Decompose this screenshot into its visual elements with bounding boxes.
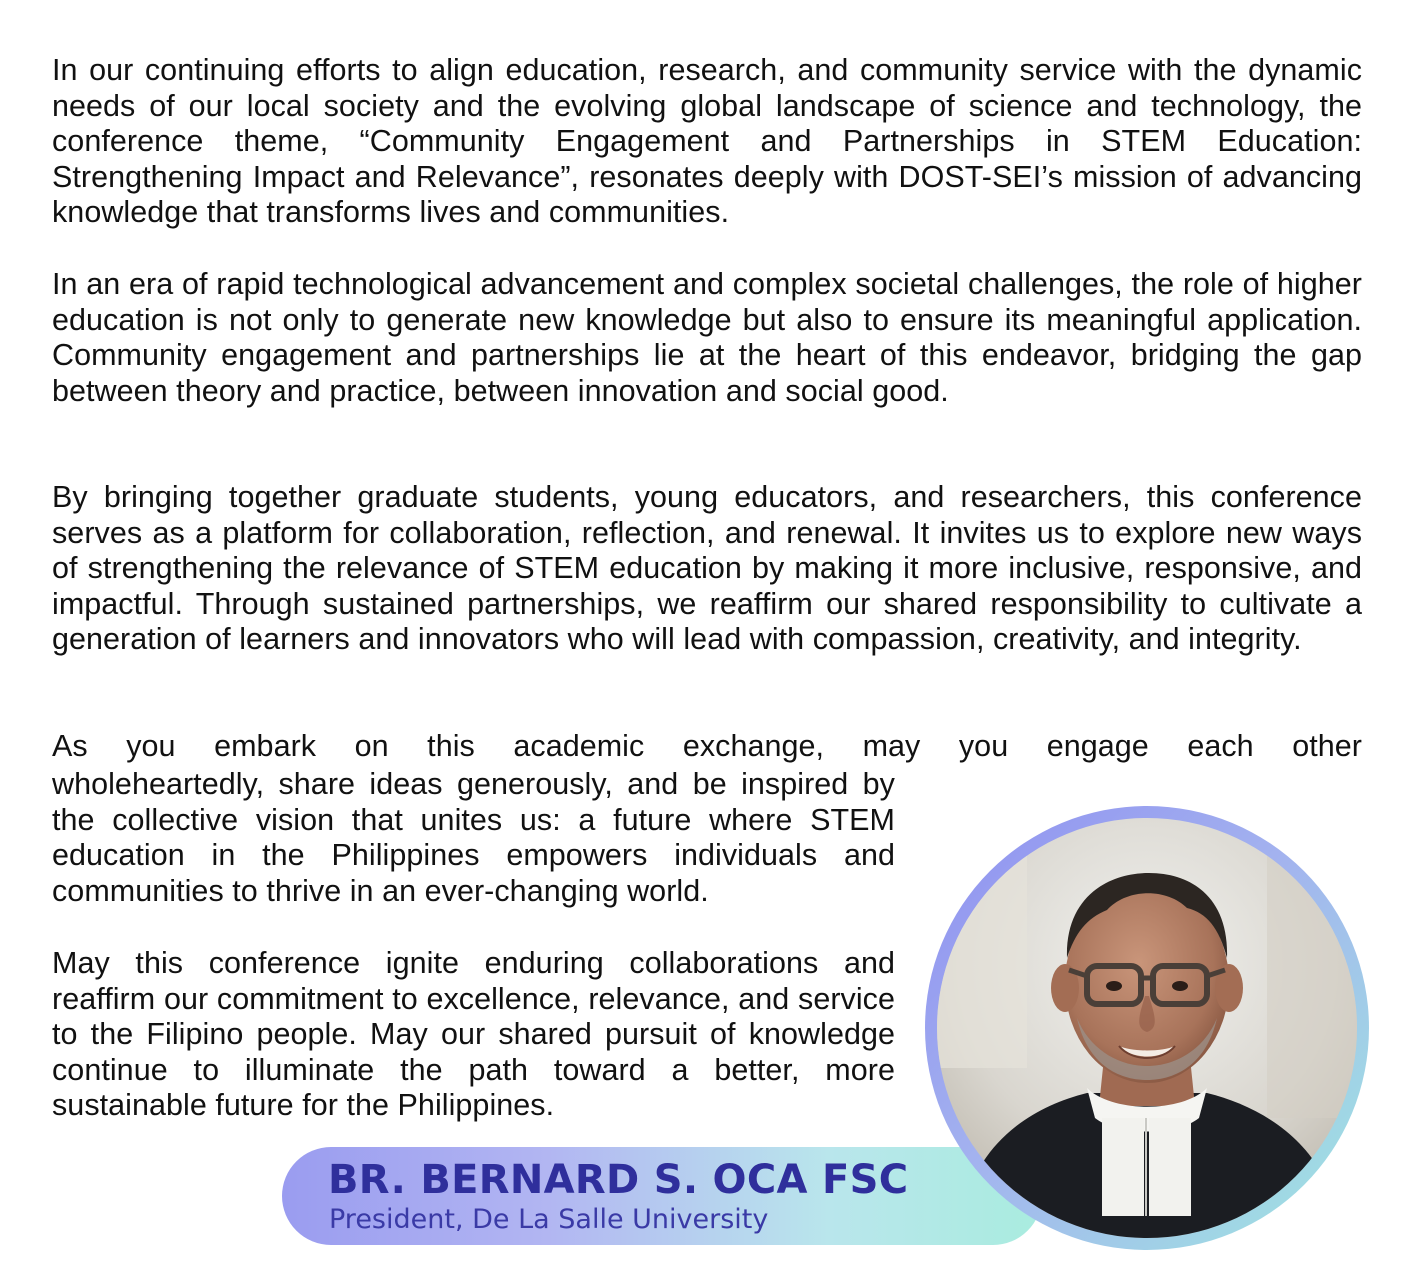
message-paragraph-2: In an era of rapid technological advancement and complex societal challenges, the role of higher education is not only to generate new knowledge but also to ensure its meaningful application. Community engagement and partnerships lie at the heart of this endeavor, bridging the gap between theory and practice, between innovation and social good. [52,267,1362,408]
message-paragraph-5: May this conference ignite enduring collaborations and reaffirm our commitment to excellence, relevance, and service to the Filipino people. May our shared pursuit of knowledge continue to illuminate the path toward a better, more sustainable future for the Philippines. [52,946,895,1123]
message-paragraph-4: wholeheartedly, share ideas generously, and be inspired by the collective vision that unites us: a future where STEM education in the Philippines empowers individuals and communities to thrive in an ever-changing world. [52,767,895,908]
signatory-title: President, De La Salle University [329,1204,769,1235]
signatory-name: BR. BERNARD S. OCA FSC [328,1157,909,1203]
message-paragraph-4-first-line: As you embark on this academic exchange, may you engage each other [52,729,1362,763]
message-paragraph-1: In our continuing efforts to align education, research, and community service with the dynamic needs of our local society and the evolving global landscape of science and technology, the conference theme, “Community Engagement and Partnerships in STEM Education: Strengthening Impact and Relevance”, resonates deeply with DOST-SEI’s mission of advancing knowledge that transforms lives and communities. [52,53,1362,230]
portrait-photo [937,818,1357,1238]
message-paragraph-3: By bringing together graduate students, young educators, and researchers, this conference serves as a platform for collaboration, reflection, and renewal. It invites us to explore new ways of strengthening the relevance of STEM education by making it more inclusive, responsive, and impactful. Through sustained partnerships, we reaffirm our shared responsibility to cultivate a generation of learners and innovators who will lead with compassion, creativity, and integrity. [52,480,1362,657]
